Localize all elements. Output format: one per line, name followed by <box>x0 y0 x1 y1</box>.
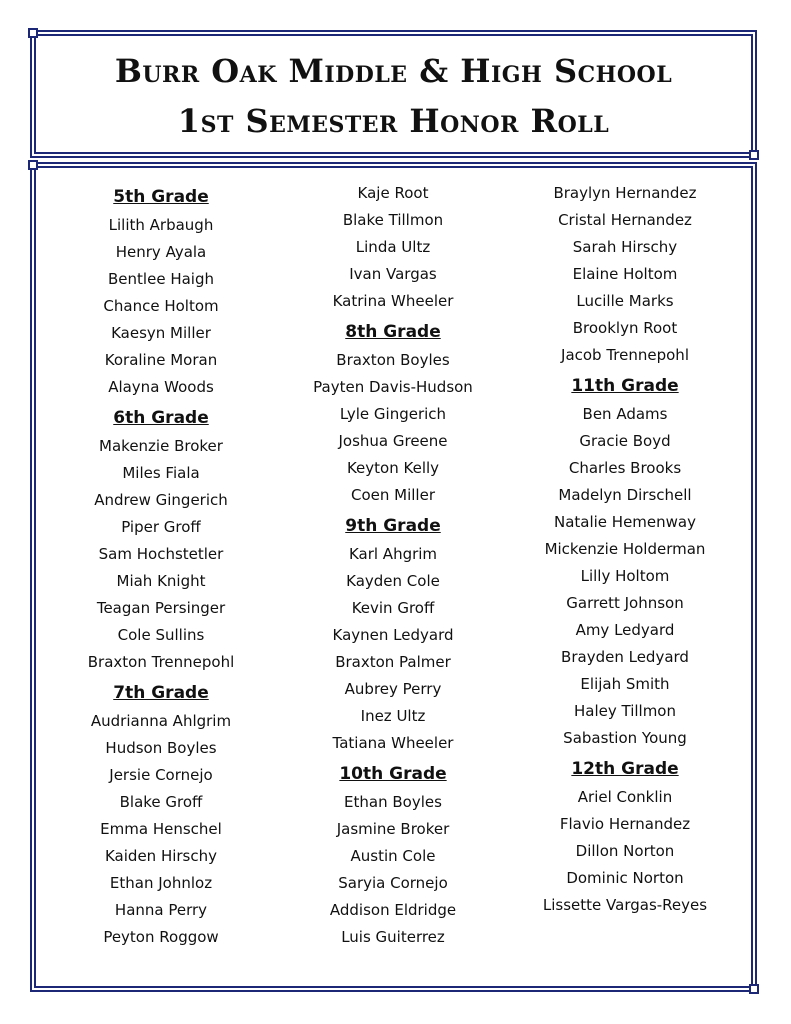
student-name: Tatiana Wheeler <box>332 734 454 752</box>
student-name: Inez Ultz <box>360 707 426 725</box>
student-name: Bentlee Haigh <box>108 270 214 288</box>
column-2 <box>278 180 508 951</box>
student-name: Brayden Ledyard <box>561 648 689 666</box>
student-name: Saryia Cornejo <box>338 874 448 892</box>
student-name: Natalie Hemenway <box>553 513 696 531</box>
student-name: Ethan Johnloz <box>109 874 213 892</box>
student-name: Piper Groff <box>121 518 201 536</box>
student-name: Lucille Marks <box>576 292 674 310</box>
student-name: Addison Eldridge <box>329 901 457 919</box>
student-name: Braxton Trennepohl <box>87 653 235 671</box>
student-name: Miles Fiala <box>122 464 200 482</box>
grade-heading-12: 12th Grade <box>571 759 679 779</box>
student-name: Koraline Moran <box>104 351 218 369</box>
student-name: Mickenzie Holderman <box>544 540 706 558</box>
student-name: Linda Ultz <box>355 238 431 256</box>
student-name: Andrew Gingerich <box>94 491 228 509</box>
student-name: Kevin Groff <box>351 599 435 617</box>
grade-heading-10: 10th Grade <box>339 764 447 784</box>
student-name: Makenzie Broker <box>99 437 223 455</box>
student-name: Elijah Smith <box>580 675 670 693</box>
honor-roll-title: 1st Semester Honor Roll <box>177 102 610 140</box>
grade-heading-9: 9th Grade <box>345 516 441 536</box>
student-name: Austin Cole <box>350 847 436 865</box>
column-1 <box>46 180 276 951</box>
student-name: Braxton Boyles <box>336 351 450 369</box>
student-name: Garrett Johnson <box>566 594 684 612</box>
student-name: Peyton Roggow <box>103 928 219 946</box>
student-name: Haley Tillmon <box>573 702 676 720</box>
grade-heading-6: 6th Grade <box>113 408 209 428</box>
grade-heading-11: 11th Grade <box>571 376 679 396</box>
student-name: Lissette Vargas-Reyes <box>542 896 708 914</box>
student-name: Kaynen Ledyard <box>332 626 454 644</box>
student-name: Ivan Vargas <box>349 265 437 283</box>
student-name: Amy Ledyard <box>575 621 675 639</box>
student-name: Katrina Wheeler <box>332 292 454 310</box>
student-name: Braxton Palmer <box>335 653 451 671</box>
student-name: Kayden Cole <box>346 572 440 590</box>
student-name: Ariel Conklin <box>577 788 673 806</box>
grade-heading-8: 8th Grade <box>345 322 441 342</box>
student-name: Chance Holtom <box>103 297 219 315</box>
student-name: Henry Ayala <box>115 243 207 261</box>
honor-roll-list <box>34 166 753 988</box>
student-name: Lyle Gingerich <box>339 405 447 423</box>
student-name: Alayna Woods <box>108 378 214 396</box>
student-name: Braylyn Hernandez <box>553 184 697 202</box>
student-name: Sabastion Young <box>563 729 687 747</box>
student-name: Brooklyn Root <box>572 319 678 337</box>
student-name: Dillon Norton <box>575 842 675 860</box>
student-name: Hudson Boyles <box>105 739 217 757</box>
student-name: Ben Adams <box>582 405 668 423</box>
student-name: Lilly Holtom <box>580 567 670 585</box>
student-name: Blake Tillmon <box>342 211 444 229</box>
student-name: Madelyn Dirschell <box>558 486 692 504</box>
student-name: Blake Groff <box>119 793 203 811</box>
student-name: Gracie Boyd <box>579 432 671 450</box>
student-name: Kaesyn Miller <box>111 324 211 342</box>
student-name: Teagan Persinger <box>96 599 226 617</box>
student-name: Kaiden Hirschy <box>104 847 218 865</box>
student-name: Emma Henschel <box>100 820 222 838</box>
student-name: Sarah Hirschy <box>572 238 678 256</box>
title-banner <box>34 34 753 154</box>
student-name: Lilith Arbaugh <box>108 216 214 234</box>
student-name: Aubrey Perry <box>344 680 442 698</box>
student-name: Joshua Greene <box>338 432 448 450</box>
student-name: Hanna Perry <box>114 901 208 919</box>
student-name: Sam Hochstetler <box>98 545 224 563</box>
student-name: Keyton Kelly <box>346 459 440 477</box>
student-name: Audrianna Ahlgrim <box>90 712 232 730</box>
grade-heading-7: 7th Grade <box>113 683 209 703</box>
school-name: Burr Oak Middle & High School <box>114 52 673 90</box>
student-name: Elaine Holtom <box>572 265 678 283</box>
student-name: Charles Brooks <box>568 459 682 477</box>
student-name: Cristal Hernandez <box>558 211 692 229</box>
student-name: Cole Sullins <box>117 626 205 644</box>
column-3 <box>510 180 740 919</box>
student-name: Payten Davis-Hudson <box>313 378 473 396</box>
student-name: Dominic Norton <box>566 869 684 887</box>
student-name: Miah Knight <box>116 572 206 590</box>
student-name: Kaje Root <box>357 184 429 202</box>
student-name: Ethan Boyles <box>344 793 442 811</box>
student-name: Jersie Cornejo <box>109 766 213 784</box>
student-name: Coen Miller <box>351 486 435 504</box>
student-name: Jacob Trennepohl <box>561 346 689 364</box>
student-name: Luis Guiterrez <box>341 928 445 946</box>
student-name: Karl Ahgrim <box>348 545 438 563</box>
student-name: Jasmine Broker <box>336 820 450 838</box>
grade-heading-5: 5th Grade <box>113 187 209 207</box>
student-name: Flavio Hernandez <box>559 815 691 833</box>
